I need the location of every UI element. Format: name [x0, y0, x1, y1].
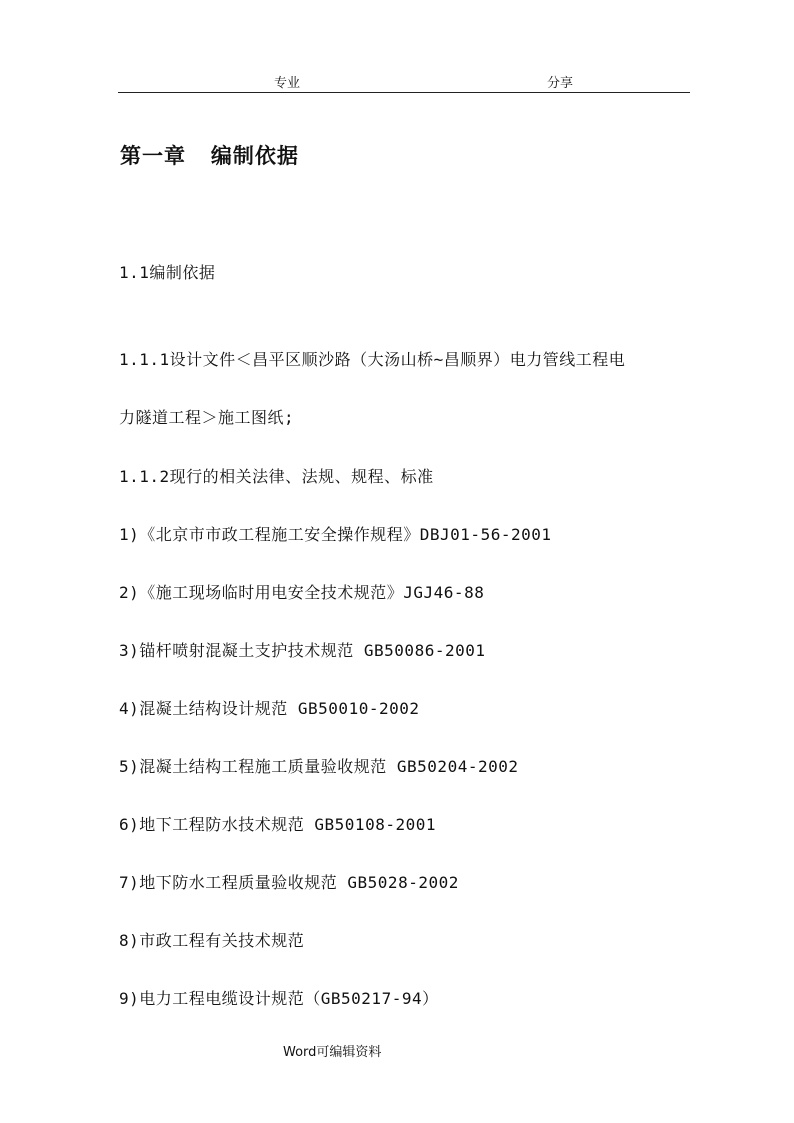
list-item: 5)混凝土结构工程施工质量验收规范 GB50204-2002 [119, 757, 519, 776]
list-item: 4)混凝土结构设计规范 GB50010-2002 [119, 699, 420, 718]
list-item: 9)电力工程电缆设计规范（GB50217-94） [119, 989, 439, 1008]
list-item: 6)地下工程防水技术规范 GB50108-2001 [119, 815, 436, 834]
header-right-text: 分享 [547, 76, 574, 91]
list-item: 3)锚杆喷射混凝土支护技术规范 GB50086-2001 [119, 641, 486, 660]
body-line: 1.1.1设计文件＜昌平区顺沙路（大汤山桥~昌顺界）电力管线工程电 [119, 350, 626, 369]
chapter-title: 第一章 编制依据 [120, 143, 299, 168]
body-line: 力隧道工程＞施工图纸; [119, 408, 295, 427]
header-divider [118, 92, 690, 93]
page-footer: Word可编辑资料 [283, 1045, 382, 1060]
body-line: 1.1.2现行的相关法律、法规、规程、标准 [119, 467, 434, 486]
section-heading: 1.1编制依据 [119, 263, 216, 282]
list-item: 1)《北京市市政工程施工安全操作规程》DBJ01-56-2001 [119, 525, 552, 544]
list-item: 8)市政工程有关技术规范 [119, 931, 305, 950]
header-left-text: 专业 [274, 76, 301, 91]
list-item: 7)地下防水工程质量验收规范 GB5028-2002 [119, 873, 459, 892]
list-item: 2)《施工现场临时用电安全技术规范》JGJ46-88 [119, 583, 485, 602]
